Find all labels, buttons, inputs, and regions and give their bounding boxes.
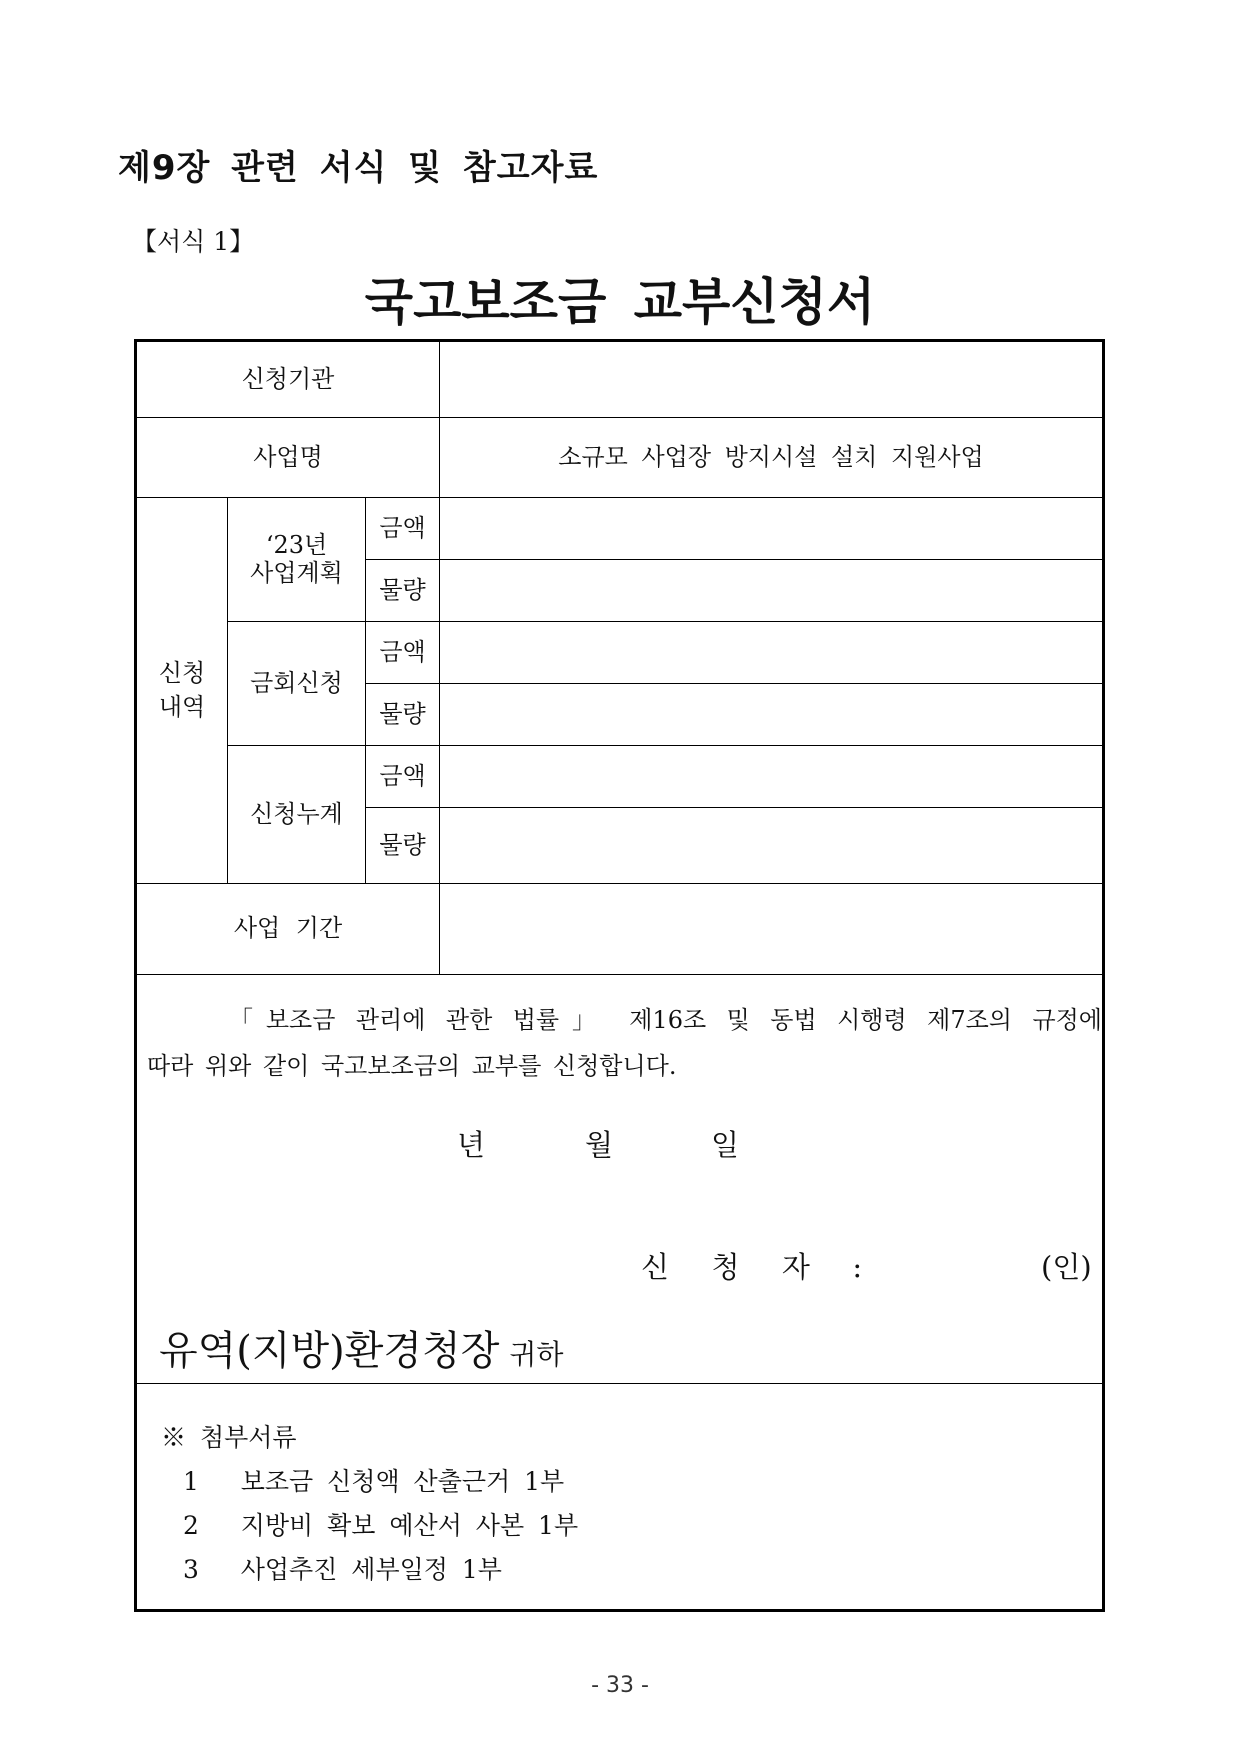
row-divider (365, 559, 1102, 560)
chapter-title: 제9장 관련 서식 및 참고자료 (118, 148, 599, 188)
amount-label: 금액 (379, 637, 426, 666)
details-label (137, 498, 227, 883)
attachment-number: 2 (183, 1511, 199, 1540)
date-month: 월 (585, 1128, 614, 1162)
agency-label: 신청기관 (241, 364, 335, 393)
quantity-label: 물량 (379, 575, 426, 604)
period-label: 사업 기간 (233, 914, 343, 943)
application-form (134, 339, 1105, 1612)
recipient-main: 유역(지방)환경청장 (159, 1328, 500, 1374)
attachments-section (137, 1384, 1102, 1609)
date-year: 년 (457, 1128, 486, 1162)
attachment-text: 보조금 신청액 산출근거 1부 (240, 1467, 565, 1496)
project-label: 사업명 (253, 442, 323, 471)
row-divider (365, 807, 1102, 808)
plan-label-text: 사업계획 (250, 558, 343, 587)
declaration-text (147, 997, 1102, 1089)
amount-label: 금액 (379, 513, 426, 542)
recipient-suffix: 귀하 (509, 1338, 564, 1371)
declaration-section (137, 975, 1102, 1383)
attachment-item (183, 1462, 564, 1498)
date-day: 일 (711, 1128, 740, 1162)
attachment-item (183, 1550, 502, 1586)
cumulative-label: 신청누계 (250, 799, 343, 828)
attachment-number: 1 (183, 1467, 199, 1496)
applicant-label: 신 청 자 : (641, 1250, 863, 1284)
quantity-label: 물량 (379, 699, 426, 728)
recipient (159, 1319, 563, 1376)
declaration-line1: 「보조금 관리에 관한 법률」 제16조 및 동법 시행령 제7조의 규정에 (229, 1006, 1102, 1034)
details-label-line1: 신청 (158, 658, 206, 687)
quantity-label: 물량 (379, 830, 426, 859)
row-divider (365, 683, 1102, 684)
details-label-line2: 내역 (158, 692, 206, 721)
attachments-heading: ※ 첨부서류 (161, 1423, 297, 1452)
attachment-text: 사업추진 세부일정 1부 (240, 1555, 502, 1584)
period-value[interactable] (440, 884, 1102, 974)
form-label: 【서식 1】 (132, 227, 255, 256)
attachment-item (183, 1506, 578, 1542)
this-request-label: 금회신청 (250, 668, 343, 697)
plan-label (228, 498, 365, 621)
declaration-line2: 따라 위와 같이 국고보조금의 교부를 신청합니다. (147, 1052, 677, 1080)
document-title: 국고보조금 교부신청서 (364, 273, 876, 331)
plan-label-year: ‘23년 (265, 530, 328, 559)
project-value[interactable]: 소규모 사업장 방지시설 설치 지원사업 (558, 442, 984, 471)
agency-value[interactable] (440, 342, 1102, 417)
attachment-text: 지방비 확보 예산서 사본 1부 (240, 1511, 579, 1540)
attachment-number: 3 (183, 1555, 199, 1584)
page-number: - 33 - (591, 1673, 649, 1698)
seal-mark: (인) (1041, 1250, 1092, 1284)
amount-label: 금액 (379, 761, 426, 790)
